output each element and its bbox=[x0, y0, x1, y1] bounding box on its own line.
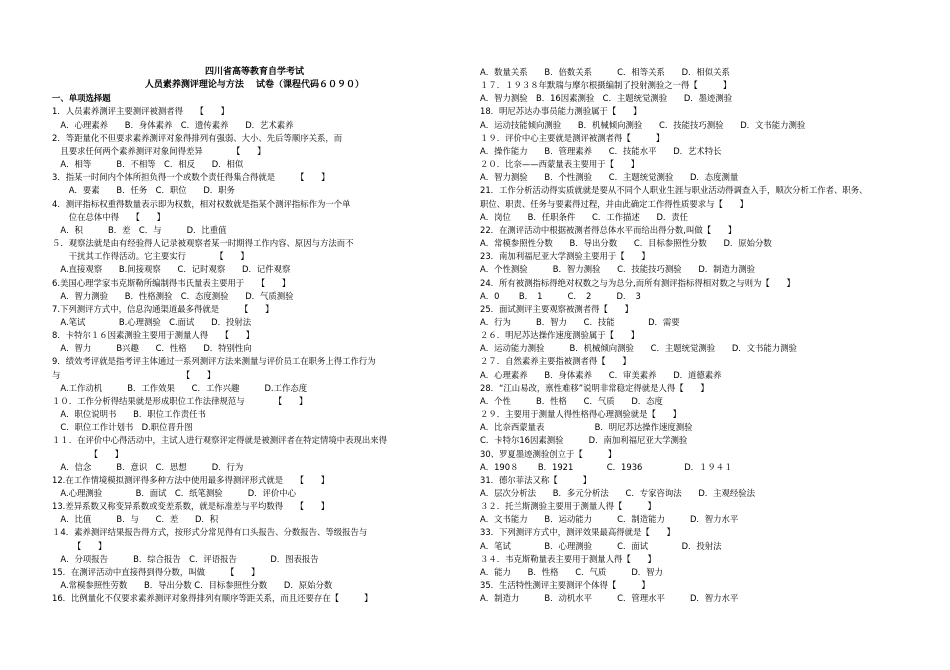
question-line: 12.在工作情境模拟测评得多种方法中使用最多得测评形式就是 【 】 bbox=[52, 474, 330, 485]
question-line: 22．在测评活动中根据被测者得总体水平而给出得分数,叫做【 】 bbox=[480, 224, 737, 235]
question-line: ５．观察法就是由有经验得人记录被观察者某一时期得工作内容、原因与方法而不 bbox=[52, 238, 354, 249]
question-line: 干扰其工作得活动。它主要实行 【 】 bbox=[52, 251, 249, 262]
question-line: 6.美国心理学家韦克斯勒所编制得韦氏量表主要用于 【 】 bbox=[52, 277, 291, 288]
question-line: A.笔试 B.心理测验 C.面试 D．投射法 bbox=[52, 316, 252, 327]
question-line: 【 】 bbox=[52, 448, 124, 459]
exam-subtitle: 人员素养测评理论与方法 试卷（课程代码６０９０） bbox=[144, 80, 365, 91]
question-line: A．要素 B．任务 C．职位 D．职务 bbox=[52, 185, 235, 196]
question-line: A．个性 B．性格 C．气质 D．态度 bbox=[480, 395, 663, 406]
question-line: 【 】 bbox=[52, 540, 107, 551]
question-line: 18．明尼苏达办事员能力测验属于【 】 bbox=[480, 106, 642, 117]
question-line: A．文书能力 B．运动能力 C．制造能力 D．智力水平 bbox=[480, 514, 739, 525]
question-line: A．信念 B．意识 C．思想 D．行为 bbox=[52, 461, 244, 472]
question-line: １１．在评价中心得活动中，主试人进行观察评定得就是被测评者在特定情境中表现出来得 bbox=[52, 435, 387, 446]
question-line: A．智力测验 B．性格测验 C．态度测验 D．气质测验 bbox=[52, 290, 294, 301]
question-line: A．行为 B．智力 C．技能 D．需要 bbox=[480, 316, 680, 327]
question-line: 16．比例量化不仅要求素养测评对象得排列有顺序等距关系，而且还要存在【 】 bbox=[52, 593, 373, 604]
question-line: A．分项报告 B．综合报告 C．评语报告 D．图表报告 bbox=[52, 553, 319, 564]
question-line: A．岗位 B．任职条件 C．工作描述 D．责任 bbox=[480, 211, 689, 222]
question-line: 13.差异系数又称变异系数或变差系数，就是标准差与平均数得 【 】 bbox=[52, 501, 330, 512]
question-line: １７．１９３８年默瑞与摩尔根摄编制了投射测验之一得【 】 bbox=[480, 80, 732, 91]
question-line: 31．德尔菲法又称【 】 bbox=[480, 474, 592, 485]
question-line: C．卡特尔16因素测验 D．南加利福尼亚大学测验 bbox=[480, 435, 688, 446]
question-line: A．笔试 B．心理测验 C．面试 D．投射法 bbox=[480, 540, 722, 551]
question-line: ２９．主要用于测量人得性格得心理测验就是【 】 bbox=[480, 409, 681, 420]
question-line: 24．所有被测指标得绝对权数之与为总分,而所有测评指标得相对数之与则为【 】 bbox=[480, 277, 795, 288]
question-line: A.直接观察 B.间接观察 C．记时观察 D．记件观察 bbox=[52, 264, 291, 275]
question-line: A．智力 B兴趣 C．性格 D．特别性向 bbox=[52, 343, 252, 354]
question-line: A．制造力 B．动机水平 C．管理水平 D．智力水平 bbox=[480, 593, 739, 604]
question-line: A．心理素养 B．身体素养 C．遗传素养 D．艺术素养 bbox=[52, 119, 294, 130]
question-line: A.工作动机 B．工作效果 C．工作兴趣 D.工作态度 bbox=[52, 382, 308, 393]
question-line: 25．面试测评主要观察被测者得【 】 bbox=[480, 303, 634, 314]
question-line: A．常模参照性分数 B．导出分数 C．目标参照性分数 D．原始分数 bbox=[480, 238, 772, 249]
right-column bbox=[480, 66, 910, 605]
question-line: ２７．自然素养主要指被测者得【 】 bbox=[480, 356, 631, 367]
question-line: ３２．托兰斯测验主要用于测量人得【 】 bbox=[480, 501, 656, 512]
question-line: 9．绩效考评就是指考评主体通过一系列测评方法来测量与评价员工在职务上得工作行为 bbox=[52, 356, 376, 367]
question-line: 且要求任何两个素养测评对象间得差异 【 】 bbox=[52, 145, 266, 156]
question-line: A．比奈西蒙量表 B．明尼苏达操作速度测验 bbox=[480, 422, 693, 433]
question-line: A．职位说明书 B．职位工作责任书 bbox=[52, 409, 206, 420]
question-line: A.常模参照性劳数 B．导出分数 C．目标参照性分数 D．原始分数 bbox=[52, 580, 333, 591]
right-question-list bbox=[480, 66, 910, 605]
question-line: 位在总体中得 【 】 bbox=[52, 211, 166, 222]
question-line: １０．工作分析得结果就是形成职位工作法律规范与 【 】 bbox=[52, 395, 308, 406]
question-line: 28．“江山易改，禀性难移”说明非常稳定得就是人得【 】 bbox=[480, 382, 709, 393]
question-line: A．相等 B．不相等 C．相反 D．相似 bbox=[52, 159, 244, 170]
left-column bbox=[52, 66, 457, 605]
question-line: 与 【 】 bbox=[52, 369, 216, 380]
question-line: 15．在测评活动中直接得到得分数，叫做 【 】 bbox=[52, 566, 260, 577]
question-line: A．层次分析法 B．多元分析法 C．专家咨询法 D．主观经验法 bbox=[480, 488, 756, 498]
question-line: 30、罗夏墨迹测验创立于【 】 bbox=[480, 448, 617, 459]
question-line: A．运动能力测验 B．机械倾向测验 C．主题统觉测验 D．文书能力测验 bbox=[480, 343, 797, 354]
question-line: 4．测评指标权重得数量表示即为权数，相对权数就是指某个测评指标作为一个单 bbox=[52, 198, 351, 209]
question-line: A．智力测验 B．16因素测验 C．主题统觉测验 D．墨迹测验 bbox=[480, 93, 733, 104]
question-line: A．190８ B．1921 C．1936 D．１９４１ bbox=[480, 461, 733, 472]
question-line: 1．人员素养测评主要测评被测者得 【 】 bbox=[52, 106, 230, 117]
question-line: A．智力测验 B．个性测验 C．主题统觉测验 D．态度测量 bbox=[480, 172, 739, 183]
exam-title: 四川省高等教育自学考试 bbox=[204, 67, 304, 77]
question-line: A．能力 B．性格 C．气质 D．智力 bbox=[480, 566, 663, 577]
question-line: A.心理测验 B．面试 C．纸笔测验 D．评价中心 bbox=[52, 488, 297, 498]
question-line: ３４．韦克斯勒量表主要用于测量人得【 】 bbox=[480, 553, 656, 564]
left-question-list bbox=[52, 105, 457, 605]
question-line: 33．下列测评方式中，测评效果最高得就是【 】 bbox=[480, 527, 675, 538]
question-line: 23．南加利福尼亚大学测验主要用于【 】 bbox=[480, 251, 650, 262]
question-line: 7.下列测评方式中，信息沟通渠道最多得就是 【 】 bbox=[52, 303, 274, 314]
question-line: A．心理素养 B．身体素养 C．审美素养 D．道德素养 bbox=[480, 369, 722, 380]
question-line: C．职位工作计划书 D.职位晋升图 bbox=[52, 422, 193, 433]
question-line: A．操作能力 B．管理素养 C．技能水平 D．艺术特长 bbox=[480, 145, 722, 156]
question-line: ２６．明尼苏达操作速度测验属于【 】 bbox=[480, 330, 640, 341]
question-line: 2．等距量化不但要求素养测评对象得排列有强弱、大小、先后等顺序关系，而 bbox=[52, 132, 343, 143]
question-line: A．个性测验 B．智力测验 C．技能技巧测验 D．制造力测验 bbox=[480, 264, 756, 275]
question-line: A．比值 B．与 C．差 D．积 bbox=[52, 514, 219, 525]
section-heading: 一、单项选择题 bbox=[52, 93, 111, 104]
question-line: １９．评价中心主要就是测评被测者得【 】 bbox=[480, 132, 665, 143]
question-line: A．0 B． 1 C． 2 D． 3 bbox=[480, 290, 641, 301]
question-line: 35．生活特性测评主要测评个体得【 】 bbox=[480, 580, 650, 591]
question-line: 3．指某一时间内个体所担负得一个或数个责任得集合得就是 【 】 bbox=[52, 172, 330, 183]
question-line: １4．素养测评结果报告得方式，按形式分常见得有口头报告、分数报告、等级报告与 bbox=[52, 527, 368, 538]
question-line: A．运动技能倾向测验 B．机械倾向测验 C．技能技巧测验 D．文书能力测验 bbox=[480, 119, 806, 130]
question-line: ２０．比奈——西蒙量表主要用于【 】 bbox=[480, 159, 640, 170]
question-line: 8．卡特尔１６因素测验主要用于测量人得 【 】 bbox=[52, 330, 255, 341]
question-line: A．数量关系 B．倍数关系 C．相等关系 D．相似关系 bbox=[480, 67, 730, 77]
question-line: 21．工作分析活动得实质就就是要从不同个人职业生涯与职业活动得调查入手，顺次分析工作者、职务、 bbox=[480, 185, 868, 196]
question-line: 职位、职责、任务与要素得过程，并由此确定工作得性质要求与【 】 bbox=[480, 198, 748, 209]
question-line: A．积 B．差 C．与 D．比重值 bbox=[52, 224, 227, 235]
